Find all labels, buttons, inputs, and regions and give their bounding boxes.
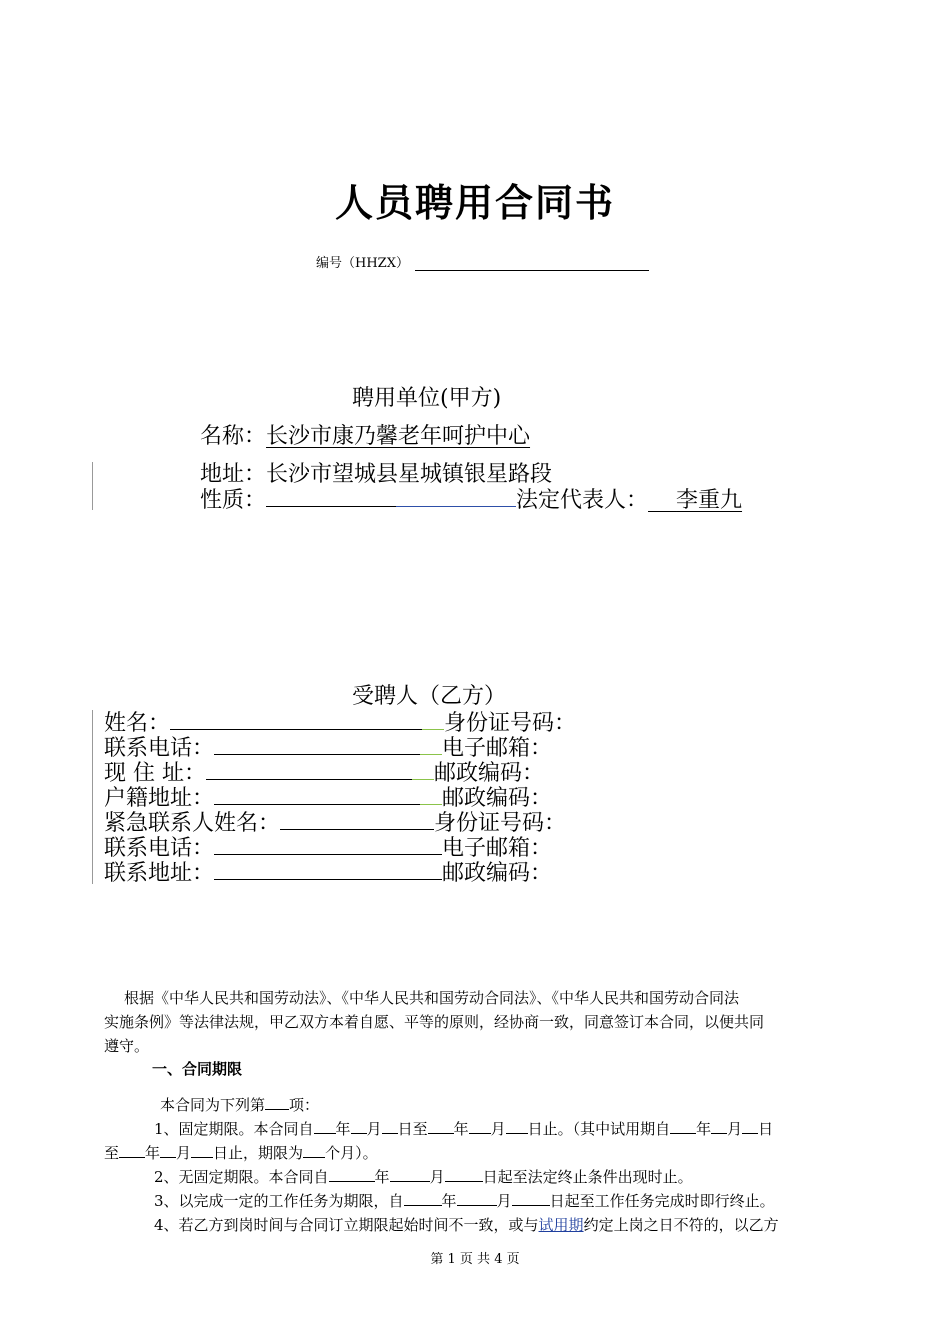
blank[interactable]	[457, 1189, 497, 1206]
employee-email-label: 电子邮箱：	[442, 736, 553, 761]
section-1-heading: 一、合同期限	[152, 1060, 243, 1078]
blank[interactable]	[506, 1117, 528, 1134]
item2-month: 月	[429, 1168, 445, 1186]
item3-suffix: 日起至工作任务完成时即行终止。	[549, 1192, 775, 1210]
blank[interactable]	[119, 1141, 145, 1158]
item1-month-2: 月	[490, 1120, 506, 1138]
item2-suffix: 日起至法定终止条件出现时止。	[482, 1168, 693, 1186]
blank[interactable]	[160, 1141, 176, 1158]
blank[interactable]	[670, 1117, 696, 1134]
item1-months: 个月）。	[325, 1144, 378, 1162]
contract-number-label: 编号（HHZX）	[316, 256, 409, 271]
preamble-line-2: 实施条例》等法律法规，甲乙双方本着自愿、平等的原则，经协商一致，同意签订本合同，以便共同	[104, 1013, 765, 1031]
contact-address-row	[104, 859, 552, 887]
legal-rep-value	[648, 488, 742, 513]
contract-number-blank[interactable]	[415, 257, 649, 271]
employee-household-label: 户籍地址：	[104, 786, 215, 811]
blank[interactable]	[303, 1141, 325, 1158]
preamble-line-3: 遵守。	[104, 1037, 150, 1055]
employee-household-postal-label: 邮政编码：	[442, 786, 553, 811]
employee-phone-row	[104, 734, 552, 762]
page-footer: 第 1 页 共 4 页	[430, 1252, 520, 1267]
employer-nature-blank-ext[interactable]	[396, 486, 516, 507]
employer-nature-label: 性质：	[200, 488, 267, 513]
employee-address-blank-tail	[412, 759, 434, 780]
item1-month-3: 月	[727, 1120, 743, 1138]
item1-year-3: 年	[696, 1120, 712, 1138]
item1-year-2: 年	[453, 1120, 469, 1138]
contact-address-blank[interactable]	[214, 859, 442, 880]
employer-nature-blank[interactable]	[266, 486, 396, 507]
item4-suffix: 约定上岗之日不符的，以乙方	[583, 1216, 779, 1234]
employee-phone-blank[interactable]	[214, 734, 420, 755]
employee-name-label: 姓名：	[104, 711, 171, 736]
term-item-4	[154, 1213, 779, 1237]
employee-heading: 受聘人（乙方）	[352, 684, 507, 709]
contact-phone-blank[interactable]	[214, 834, 442, 855]
term-item-1-cont	[104, 1141, 378, 1165]
blank[interactable]	[329, 1165, 375, 1182]
employee-address-row	[104, 759, 544, 787]
employer-address-value: 长沙市望城县星城镇银星路段	[266, 462, 553, 487]
employee-name-blank[interactable]	[170, 709, 422, 730]
item1-day-3: 日	[758, 1120, 774, 1138]
contact-phone-row	[104, 834, 552, 862]
employee-name-row	[104, 709, 576, 737]
term-choice-blank[interactable]	[265, 1093, 289, 1110]
blank[interactable]	[191, 1141, 213, 1158]
probation-link[interactable]: 试用期	[538, 1216, 584, 1234]
term-item-2	[154, 1165, 693, 1189]
employee-phone-label: 联系电话：	[104, 736, 215, 761]
blank[interactable]	[445, 1165, 483, 1182]
emergency-id-label: 身份证号码：	[434, 811, 567, 836]
employer-heading: 聘用单位(甲方)	[352, 386, 502, 411]
blank[interactable]	[390, 1165, 430, 1182]
margin-marker-2	[92, 710, 93, 884]
term-item-1	[154, 1117, 773, 1141]
blank[interactable]	[512, 1189, 550, 1206]
contact-address-label: 联系地址：	[104, 861, 215, 886]
blank[interactable]	[351, 1117, 367, 1134]
blank[interactable]	[711, 1117, 727, 1134]
item2-text: 2、无固定期限。本合同自	[154, 1168, 329, 1186]
blank[interactable]	[382, 1117, 398, 1134]
emergency-name-label: 紧急联系人姓名：	[104, 811, 281, 836]
term-item-3	[154, 1189, 775, 1213]
blank[interactable]	[404, 1189, 442, 1206]
term-intro-suffix: 项：	[289, 1096, 320, 1114]
employee-household-blank-tail	[420, 784, 442, 805]
employee-household-blank[interactable]	[214, 784, 420, 805]
item1-to: 至	[104, 1144, 120, 1162]
item1-day-to: 日至	[397, 1120, 428, 1138]
contact-phone-label: 联系电话：	[104, 836, 215, 861]
employer-name-value: 长沙市康乃馨老年呵护中心	[266, 424, 531, 449]
blank[interactable]	[742, 1117, 758, 1134]
item1-year: 年	[335, 1120, 351, 1138]
blank[interactable]	[428, 1117, 454, 1134]
employee-id-label: 身份证号码：	[444, 711, 577, 736]
item1-duration: 日止，期限为	[213, 1144, 304, 1162]
emergency-name-blank[interactable]	[280, 809, 434, 830]
employer-name-row	[200, 424, 530, 450]
employer-name-label: 名称：	[200, 424, 267, 449]
legal-rep-name: 李重九	[676, 488, 743, 513]
contact-email-label: 电子邮箱：	[442, 836, 553, 861]
item4-text: 4、若乙方到岗时间与合同订立期限起始时间不一致，或与	[154, 1216, 539, 1234]
employer-address-label: 地址：	[200, 462, 267, 487]
document-title: 人员聘用合同书	[334, 181, 615, 225]
item1-month-4: 月	[176, 1144, 192, 1162]
employee-postal-label: 邮政编码：	[434, 761, 545, 786]
margin-marker	[92, 462, 93, 510]
employee-address-label: 现 住 址：	[104, 761, 206, 786]
employee-phone-blank-tail	[420, 734, 442, 755]
item3-text: 3、以完成一定的工作任务为期限，自	[154, 1192, 404, 1210]
blank[interactable]	[314, 1117, 336, 1134]
item1-text: 1、固定期限。本合同自	[154, 1120, 314, 1138]
item1-month: 月	[366, 1120, 382, 1138]
employee-name-blank-tail	[422, 709, 444, 730]
emergency-contact-row	[104, 809, 566, 837]
term-intro-text: 本合同为下列第	[160, 1096, 266, 1114]
item1-probation: 日止。（其中试用期自	[527, 1120, 671, 1138]
preamble-line-1: 根据《中华人民共和国劳动法》、《中华人民共和国劳动合同法》、《中华人民共和国劳动合同法	[124, 989, 740, 1007]
legal-rep-label: 法定代表人：	[516, 488, 649, 513]
blank[interactable]	[469, 1117, 491, 1134]
item1-year-4: 年	[145, 1144, 161, 1162]
item2-year: 年	[374, 1168, 390, 1186]
employer-nature-row	[200, 486, 742, 514]
term-intro	[160, 1093, 319, 1117]
employee-address-blank[interactable]	[206, 759, 412, 780]
item3-month: 月	[496, 1192, 512, 1210]
contract-number	[316, 252, 649, 271]
contact-postal-label: 邮政编码：	[442, 861, 553, 886]
employer-address-row	[200, 462, 552, 488]
item3-year: 年	[441, 1192, 457, 1210]
employee-household-row	[104, 784, 552, 812]
